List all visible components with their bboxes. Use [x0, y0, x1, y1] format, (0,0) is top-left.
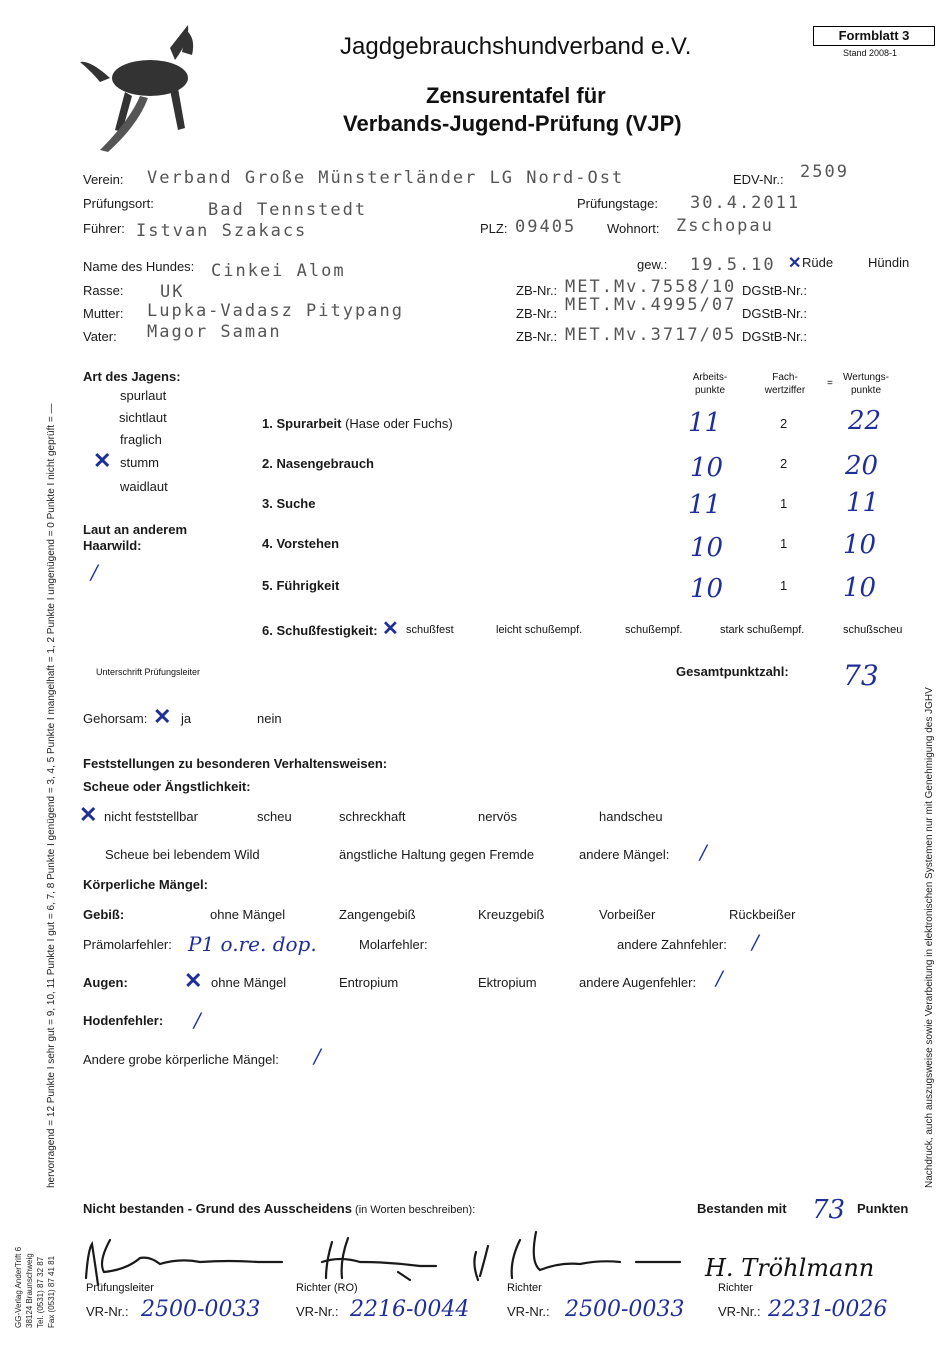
hund-value: Cinkei Alom — [211, 261, 346, 281]
schuss-option-empf: schußempf. — [625, 624, 683, 636]
dgstb-label-vater: DGStB-Nr.: — [742, 329, 808, 344]
row-vorstehen: 4. Vorstehen — [262, 536, 340, 551]
zb-rasse-value: MET.Mv.7558/10 — [565, 277, 737, 297]
gehorsam-ja: ja — [181, 711, 192, 726]
schreckhaft-option: schreckhaft — [339, 809, 406, 824]
ektropium: Ektropium — [478, 975, 537, 990]
rueckbeisser: Rückbeißer — [729, 907, 796, 922]
gew-value: 19.5.10 — [690, 255, 776, 275]
andere-zahn-mark: / — [752, 930, 759, 954]
plz-value: 09405 — [515, 217, 577, 237]
wohnort-value: Zschopau — [676, 216, 774, 236]
zangengebiss: Zangengebiß — [339, 907, 416, 922]
dgstb-label-rasse: DGStB-Nr.: — [742, 283, 808, 298]
role-richter-ro: Richter (RO) — [296, 1282, 358, 1294]
signature-richter-2 — [474, 1232, 680, 1280]
augen-label: Augen: — [83, 975, 128, 990]
laut-title: Laut an anderem Haarwild: — [83, 522, 188, 553]
fach-nasengebrauch: 2 — [780, 456, 788, 471]
edv-value: 2509 — [800, 162, 849, 182]
fremde-option: ängstliche Haltung gegen Fremde — [339, 847, 535, 862]
augen-ohne-mark: ✕ — [184, 968, 203, 993]
jagen-title: Art des Jagens: — [83, 369, 181, 384]
gesamt-value: 73 — [843, 659, 879, 692]
pruefungsort-label: Prüfungsort: — [83, 196, 154, 211]
col-equals: = — [827, 378, 833, 389]
zb-label-rasse: ZB-Nr.: — [516, 283, 558, 298]
scheue-wild-option: Scheue bei lebendem Wild — [105, 847, 260, 862]
unterschrift-label: Unterschrift Prüfungsleiter — [96, 667, 201, 677]
huendin-label: Hündin — [868, 255, 910, 270]
zb-vater-value: MET.Mv.3717/05 — [565, 325, 737, 345]
hund-label: Name des Hundes: — [83, 259, 195, 274]
org-name: Jagdgebrauchshundverband e.V. — [340, 33, 692, 60]
jagen-option-waidlaut: waidlaut — [120, 479, 168, 494]
wertung-spurarbeit: 22 — [848, 406, 882, 436]
role-richter-3: Richter — [718, 1282, 753, 1294]
gebiss-label: Gebiß: — [83, 907, 125, 922]
bestanden-label: Bestanden mit — [697, 1201, 787, 1216]
jagen-option-spurlaut: spurlaut — [120, 388, 167, 403]
verein-label: Verein: — [83, 172, 124, 187]
gehorsam-label: Gehorsam: — [83, 711, 148, 726]
arbeit-suche: 11 — [688, 490, 722, 520]
row-spurarbeit: 1. Spurarbeit (Hase oder Fuchs) — [262, 416, 453, 431]
vr-value-1: 2500-0033 — [141, 1297, 261, 1322]
zb-label-mutter: ZB-Nr.: — [516, 306, 558, 321]
andere-maengel-mark: / — [700, 840, 707, 864]
gehorsam-nein: nein — [257, 711, 282, 726]
gebiss-ohne: ohne Mängel — [210, 907, 286, 922]
nicht-feststellbar: nicht feststellbar — [104, 809, 198, 824]
rasse-value: UK — [160, 282, 185, 302]
mutter-value: Lupka-Vadasz Pitypang — [147, 301, 404, 321]
pruefungstage-label: Prüfungstage: — [577, 196, 658, 211]
fach-spurarbeit: 2 — [780, 416, 788, 431]
gesamt-label: Gesamtpunktzahl: — [676, 664, 789, 679]
fach-fuehrigkeit: 1 — [780, 578, 788, 593]
scheu-option: scheu — [257, 809, 292, 824]
schuss-label: 6. Schußfestigkeit: — [262, 623, 378, 638]
left-scale-text: hervorragend = 12 Punkte I sehr gut = 9, 10, 11 Punkte I gut = 6, 7, 8 Punkte I genügend = 3, 4, 5 Punkte I mangelhaft = 1, 2 Punkte I ungenügend = 0 Punkte I nicht geprüft = — — [46, 403, 57, 1188]
arbeit-fuehrigkeit: 10 — [690, 574, 724, 604]
punkten-label: Punkten — [857, 1201, 909, 1216]
schuss-option-scheu: schußscheu — [843, 624, 903, 636]
wertung-nasengebrauch: 20 — [845, 451, 879, 481]
andere-zahn-label: andere Zahnfehler: — [617, 937, 727, 952]
role-richter-2: Richter — [507, 1282, 542, 1294]
andere-augen-mark: / — [716, 966, 723, 990]
hoden-mark: / — [194, 1008, 201, 1032]
grobe-mark: / — [314, 1044, 321, 1068]
col-arbeitspunkte: Arbeits-punkte — [692, 372, 728, 396]
wohnort-label: Wohnort: — [607, 221, 660, 236]
verhalten-title: Feststellungen zu besonderen Verhaltensweisen: — [83, 756, 388, 771]
augen-ohne: ohne Mängel — [211, 975, 287, 990]
rasse-label: Rasse: — [83, 283, 124, 298]
gehorsam-ja-mark: ✕ — [153, 704, 172, 729]
vr-label-1: VR-Nr.: — [86, 1304, 129, 1319]
gew-label: gew.: — [637, 257, 668, 272]
nervoes-option: nervös — [478, 809, 518, 824]
jagen-option-sichtlaut: sichtlaut — [119, 410, 167, 425]
stumm-mark: ✕ — [93, 448, 112, 473]
jagen-option-stumm: stumm — [120, 455, 159, 470]
publisher-line-3: Tel. (0531) 87 32 87 — [36, 1256, 45, 1328]
dgstb-label-mutter: DGStB-Nr.: — [742, 306, 808, 321]
entropium: Entropium — [339, 975, 399, 990]
signature-richter-3: H. Tröhlmann — [705, 1254, 875, 1282]
vr-label-4: VR-Nr.: — [718, 1304, 761, 1319]
wertung-fuehrigkeit: 10 — [843, 573, 877, 603]
row-suche: 3. Suche — [262, 496, 316, 511]
ruede-label: Rüde — [802, 255, 834, 270]
molar-label: Molarfehler: — [359, 937, 428, 952]
signature-pruefungsleiter — [86, 1240, 282, 1285]
jghv-logo-icon — [0, 0, 200, 160]
schussfest-mark: ✕ — [382, 618, 399, 640]
col-fachwertziffer: Fach-wertziffer — [764, 372, 806, 396]
fach-vorstehen: 1 — [780, 536, 788, 551]
stand-label: Stand 2008-1 — [843, 48, 898, 58]
nicht-feststellbar-mark: ✕ — [79, 802, 98, 827]
scheue-title: Scheue oder Ängstlichkeit: — [83, 779, 251, 794]
title-line2: Verbands-Jugend-Prüfung (VJP) — [343, 111, 682, 136]
pruefungsort-value: Bad Tennstedt — [208, 200, 368, 220]
bestanden-value: 73 — [812, 1195, 846, 1225]
wertung-vorstehen: 10 — [843, 530, 877, 560]
jagen-option-fraglich: fraglich — [120, 432, 162, 447]
verein-value: Verband Große Münsterländer LG Nord-Ost — [147, 168, 625, 188]
praemolar-label: Prämolarfehler: — [83, 937, 172, 952]
kreuzgebiss: Kreuzgebiß — [478, 907, 545, 922]
schuss-option-schussfest: schußfest — [406, 624, 454, 636]
vater-value: Magor Saman — [147, 322, 282, 342]
role-pruefungsleiter: Prüfungsleiter — [86, 1282, 154, 1294]
andere-maengel-label: andere Mängel: — [579, 847, 670, 862]
pruefungstage-value: 30.4.2011 — [690, 193, 801, 213]
handscheu-option: handscheu — [599, 809, 663, 824]
andere-augen-label: andere Augenfehler: — [579, 975, 697, 990]
row-nasengebrauch: 2. Nasengebrauch — [262, 456, 374, 471]
koerper-title: Körperliche Mängel: — [83, 877, 208, 892]
fuehrer-value: Istvan Szakacs — [136, 221, 308, 241]
laut-mark: / — [91, 560, 98, 584]
schuss-option-leicht: leicht schußempf. — [496, 624, 583, 636]
schuss-option-stark: stark schußempf. — [720, 624, 805, 636]
arbeit-spurarbeit: 11 — [688, 408, 722, 438]
vater-label: Vater: — [83, 329, 117, 344]
formblatt-box: Formblatt 3 — [813, 26, 935, 46]
nicht-bestanden: Nicht bestanden - Grund des Ausscheidens (in Worten beschreiben): — [83, 1201, 476, 1216]
vorbeisser: Vorbeißer — [599, 907, 656, 922]
fach-suche: 1 — [780, 496, 788, 511]
right-copyright-text: Nachdruck, auch auszugsweise sowie Verarbeitung in elektronischen Systemen nur mit Genehmigung des JGHV — [924, 687, 935, 1188]
praemolar-value: P1 o.re. dop. — [188, 932, 317, 956]
vr-label-2: VR-Nr.: — [296, 1304, 339, 1319]
edv-label: EDV-Nr.: — [733, 172, 784, 187]
wertung-suche: 11 — [846, 488, 880, 518]
zb-label-vater: ZB-Nr.: — [516, 329, 558, 344]
arbeit-vorstehen: 10 — [690, 533, 724, 563]
vr-label-3: VR-Nr.: — [507, 1304, 550, 1319]
mutter-label: Mutter: — [83, 306, 124, 321]
publisher-line-1: GG-Verlag AnderTrift 6 — [14, 1246, 23, 1328]
publisher-line-2: 38124 Braunschweig — [25, 1253, 34, 1328]
col-wertungspunkte: Wertungs-punkte — [843, 372, 889, 396]
arbeit-nasengebrauch: 10 — [690, 453, 724, 483]
signature-richter-ro — [322, 1238, 436, 1280]
grobe-label: Andere grobe körperliche Mängel: — [83, 1052, 279, 1067]
vr-value-2: 2216-0044 — [350, 1297, 470, 1322]
plz-label: PLZ: — [480, 221, 508, 236]
hoden-label: Hodenfehler: — [83, 1013, 164, 1028]
fuehrer-label: Führer: — [83, 221, 125, 236]
vr-value-4: 2231-0026 — [768, 1297, 888, 1322]
title-line1: Zensurentafel für — [426, 83, 606, 108]
publisher-line-4: Fax (0531) 87 41 81 — [47, 1255, 56, 1328]
ruede-mark: ✕ — [788, 255, 802, 272]
vr-value-3: 2500-0033 — [565, 1297, 685, 1322]
row-fuehrigkeit: 5. Führigkeit — [262, 578, 340, 593]
zb-mutter-value: MET.Mv.4995/07 — [565, 295, 737, 315]
